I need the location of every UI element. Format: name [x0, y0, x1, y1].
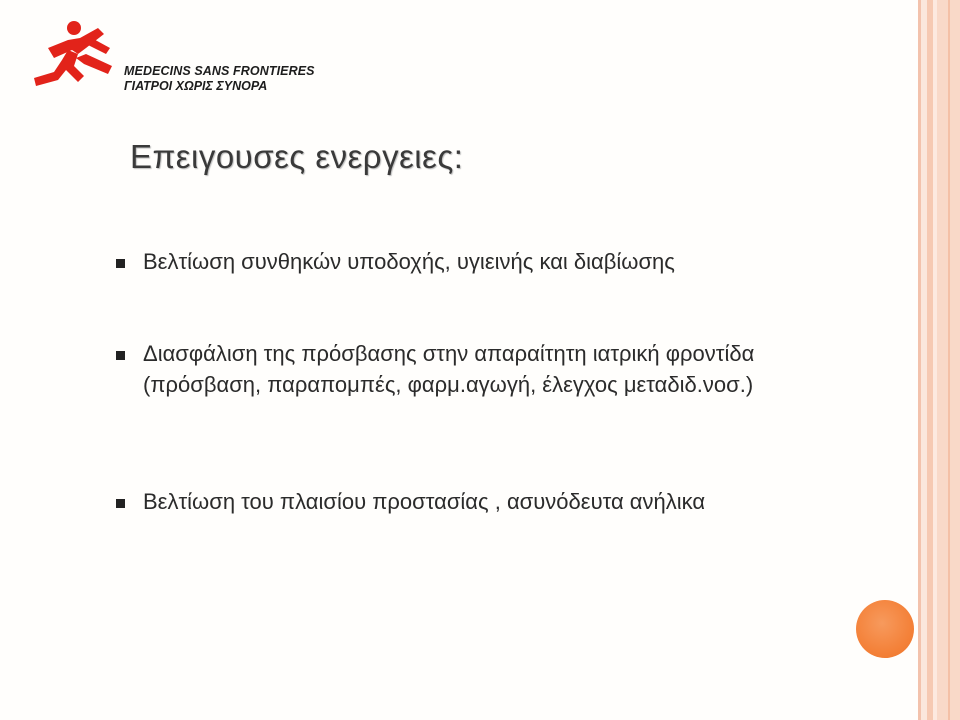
logo-text-line1: MEDECINS SANS FRONTIERES — [124, 64, 315, 78]
bullet-text: Διασφάλιση της πρόσβασης στην απαραίτητη ιατρική φροντίδα (πρόσβαση, παραπομπές, φαρμ.αγωγή, έλεγχος μεταδιδ.νοσ.) — [143, 341, 755, 397]
bullet-square-icon — [116, 259, 125, 268]
bullet-square-icon — [116, 351, 125, 360]
bullet-item — [116, 486, 705, 517]
msf-logo — [28, 14, 315, 104]
decorative-circle — [856, 600, 914, 658]
msf-running-man-icon — [28, 14, 124, 104]
bullet-square-icon — [116, 499, 125, 508]
bullet-item — [116, 338, 863, 400]
logo-text-line2: ΓΙΑΤΡΟΙ ΧΩΡΙΣ ΣΥΝΟΡΑ — [124, 79, 268, 93]
slide-title: Επειγουσες ενεργειες: — [130, 138, 464, 175]
decorative-stripes — [918, 0, 960, 720]
bullet-text: Βελτίωση συνθηκών υποδοχής, υγιεινής και διαβίωσης — [143, 249, 675, 274]
bullet-text: Βελτίωση του πλαισίου προστασίας , ασυνόδευτα ανήλικα — [143, 489, 706, 514]
bullet-item — [116, 246, 675, 277]
